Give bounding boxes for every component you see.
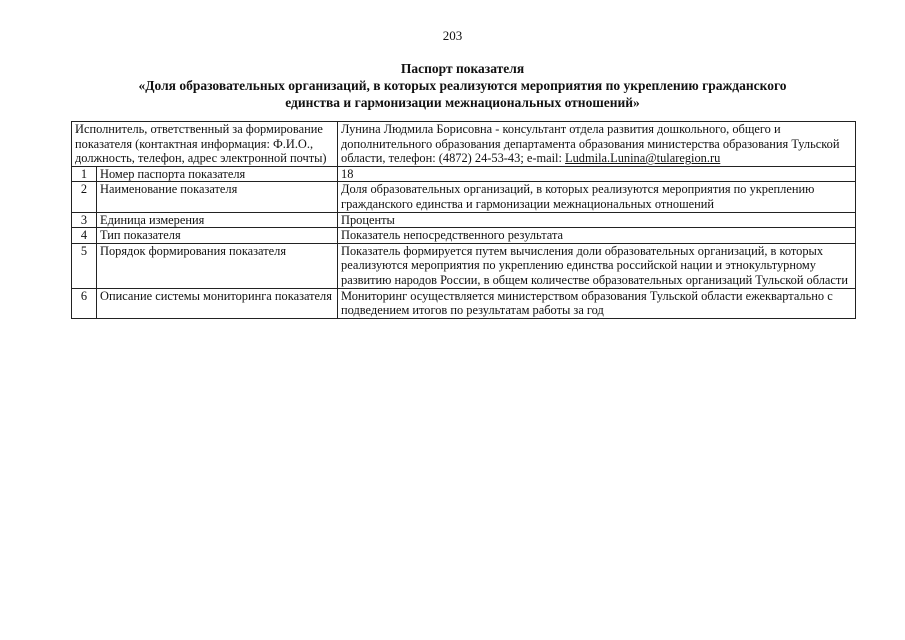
row-number: 6: [72, 288, 97, 318]
row-value: Доля образовательных организаций, в которых реализуются мероприятия по укреплению гражданского единства и гармонизации межнациональных отношений: [338, 182, 856, 212]
row-name: Порядок формирования показателя: [97, 243, 338, 288]
row-name: Наименование показателя: [97, 182, 338, 212]
row-name: Тип показателя: [97, 228, 338, 244]
title-line-1: Паспорт показателя: [400, 61, 525, 76]
row-number: 5: [72, 243, 97, 288]
page-number: 203: [442, 28, 463, 43]
row-name: Описание системы мониторинга показателя: [97, 288, 338, 318]
row-value: Мониторинг осуществляется министерством образования Тульской области ежеквартально с подведением итогов по результатам работы за год: [338, 288, 856, 318]
executor-value: [338, 122, 856, 167]
document-title: [60, 60, 865, 111]
row-value: Проценты: [338, 212, 856, 228]
row-value: Показатель непосредственного результата: [338, 228, 856, 244]
table-row: [72, 166, 856, 182]
executor-contact-text: Лунина Людмила Борисовна - консультант отдела развития дошкольного, общего и дополнительного образования департамента образования министерства образования Тульской области, телефон: (4872) 24-53-43; e-mail:: [341, 122, 840, 166]
table-row: [72, 243, 856, 288]
title-line-3: единства и гармонизации межнациональных отношений»: [285, 95, 640, 110]
row-number: 3: [72, 212, 97, 228]
row-value: Показатель формируется путем вычисления доли образовательных организаций, в которых реализуются мероприятия по укреплению единства российской нации и этнокультурному развитию народов России, в общем количестве образовательных организаций Тульской области: [338, 243, 856, 288]
row-name: Номер паспорта показателя: [97, 166, 338, 182]
executor-email-link[interactable]: Ludmila.Lunina@tularegion.ru: [565, 151, 721, 166]
row-value: 18: [338, 166, 856, 182]
row-name: Единица измерения: [97, 212, 338, 228]
row-number: 2: [72, 182, 97, 212]
table-row: [72, 182, 856, 212]
executor-label: Исполнитель, ответственный за формирование показателя (контактная информация: Ф.И.О., должность, телефон, адрес электронной почты): [72, 122, 338, 167]
indicator-passport-table: [71, 121, 856, 319]
table-row: [72, 288, 856, 318]
table-row: [72, 212, 856, 228]
table-row: [72, 228, 856, 244]
title-line-2: «Доля образовательных организаций, в которых реализуются мероприятия по укреплению гражданского: [138, 78, 787, 93]
row-number: 1: [72, 166, 97, 182]
executor-row: [72, 122, 856, 167]
row-number: 4: [72, 228, 97, 244]
